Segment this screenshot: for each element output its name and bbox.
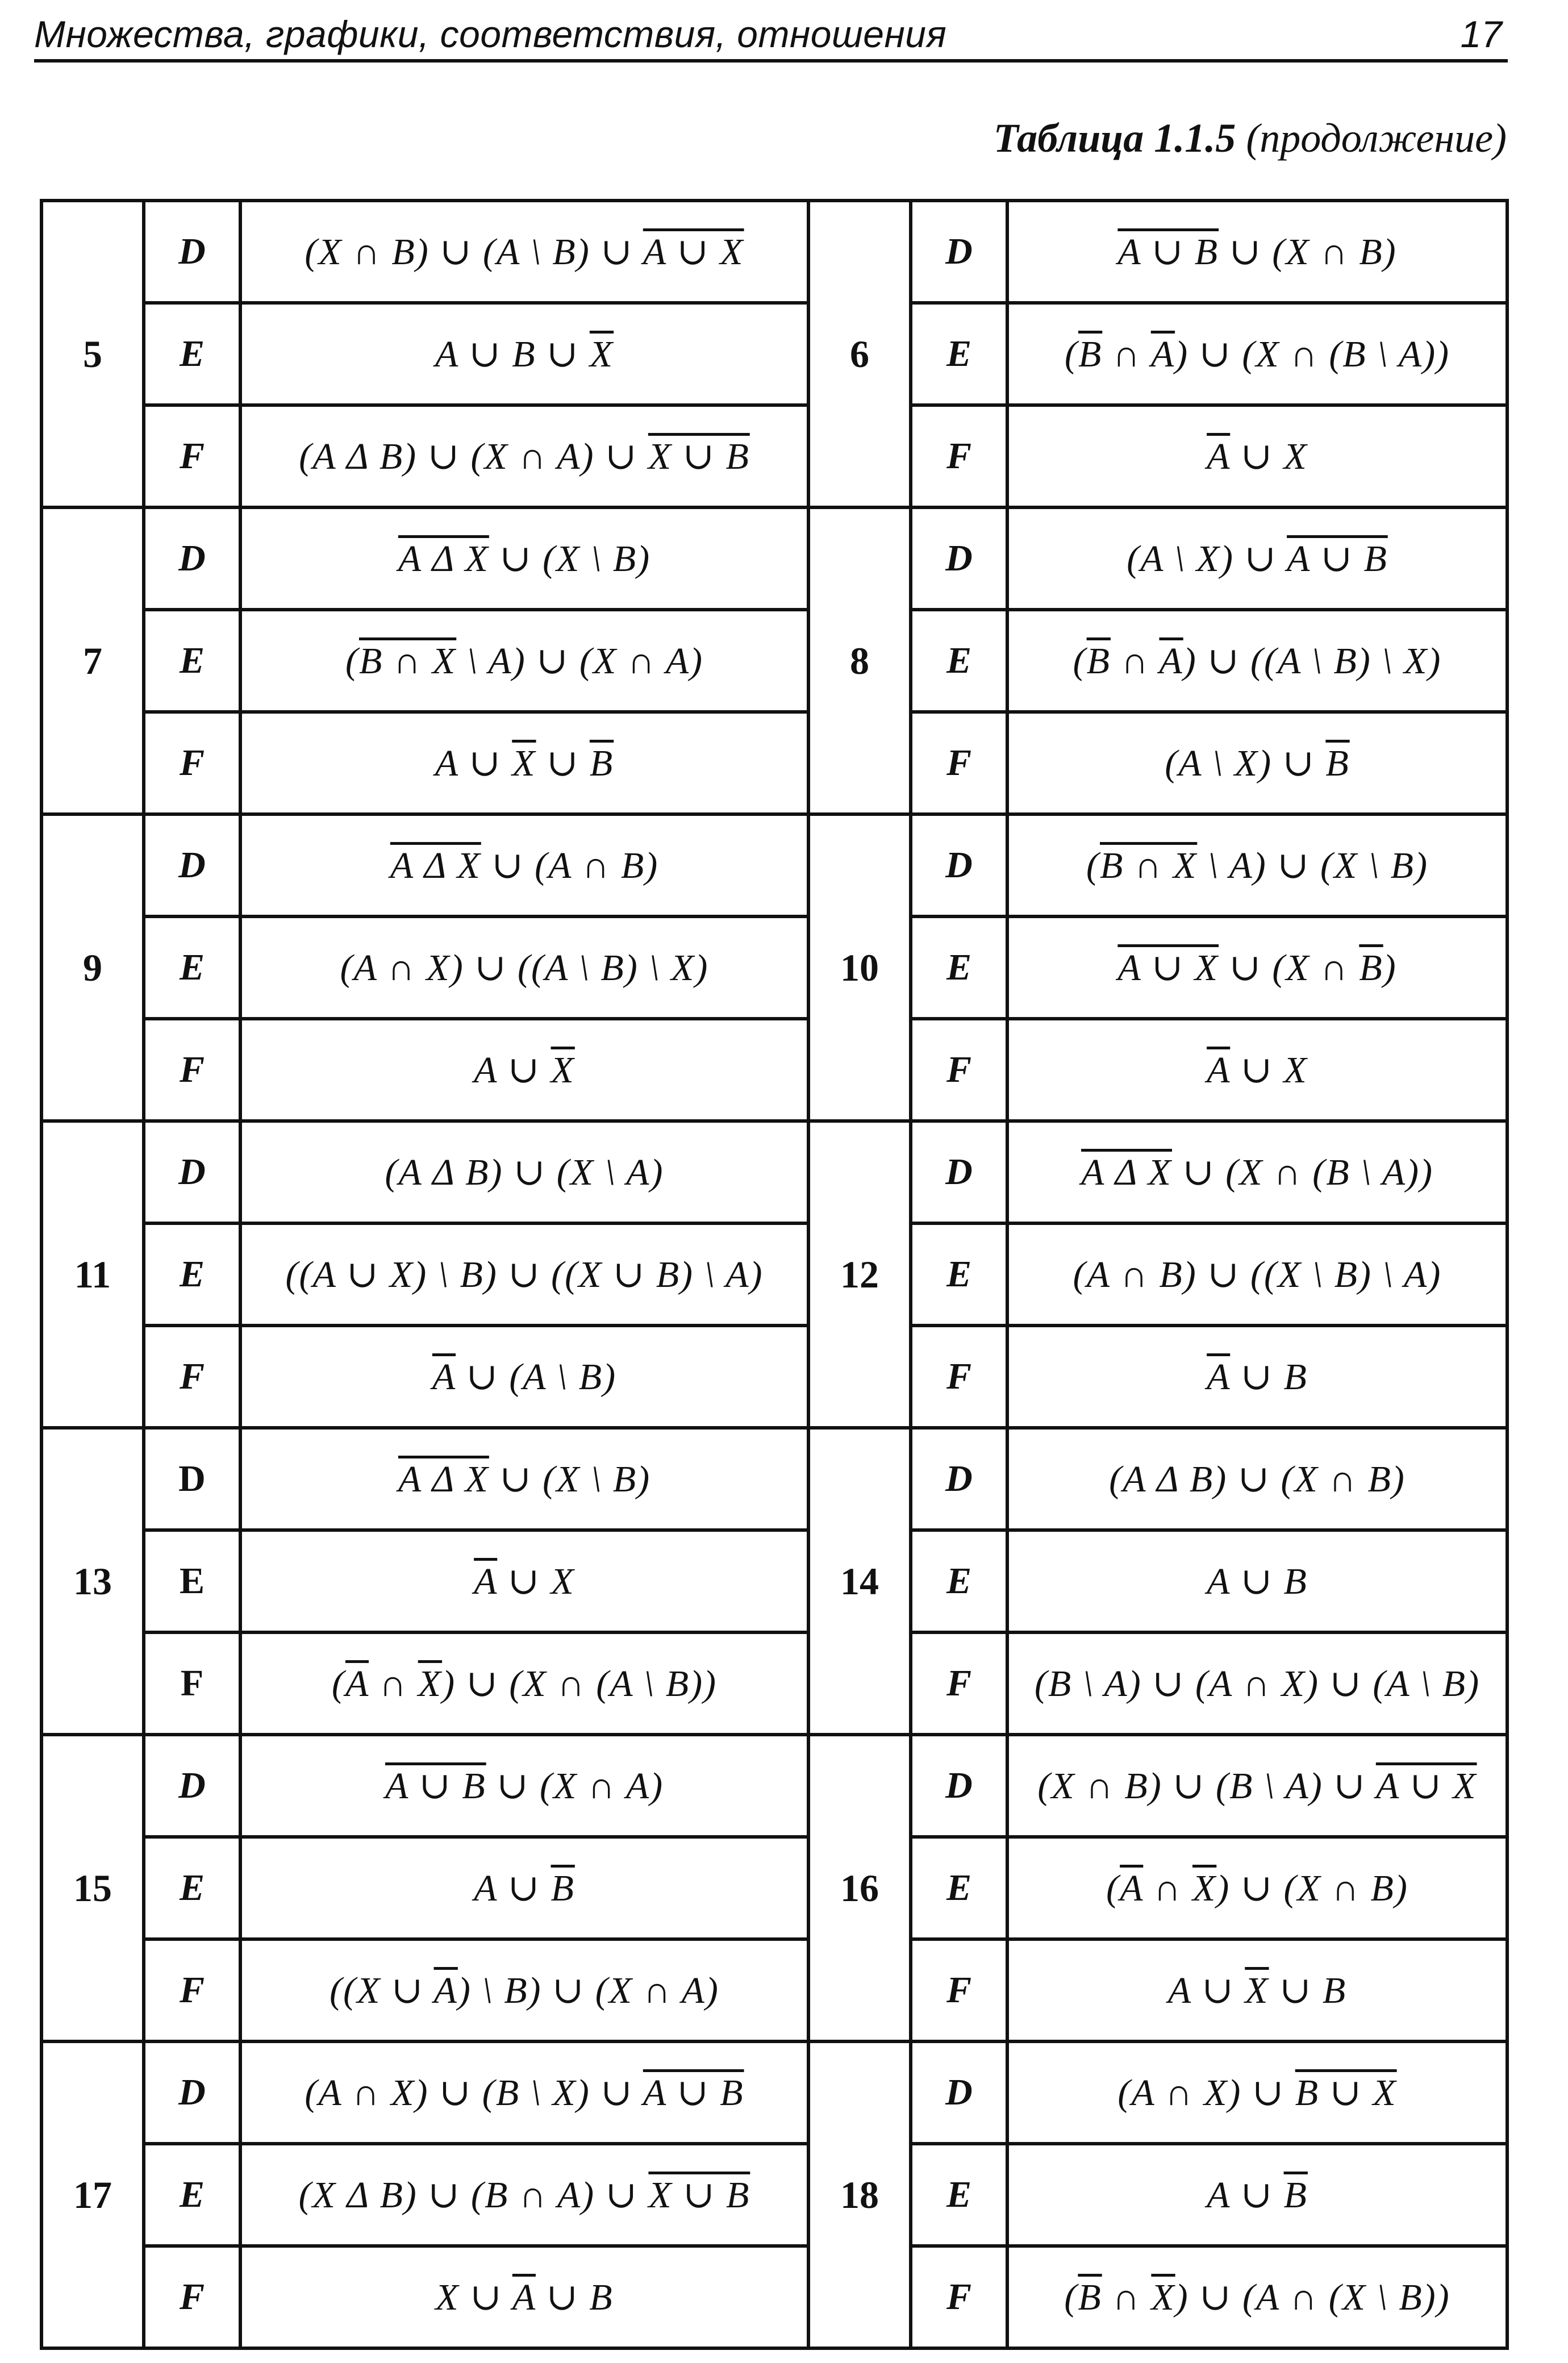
formula-part: ∩ <box>1102 2277 1152 2318</box>
item-label: E <box>144 1530 240 1632</box>
item-label: E <box>144 1223 240 1326</box>
table-row <box>41 1326 1507 1428</box>
formula-part: ((A ∪ X) \ B) ∪ ((X ∪ B) \ A) <box>285 1254 764 1295</box>
formula-part: ∪ <box>536 743 590 784</box>
table-row <box>41 712 1507 814</box>
formula-part: (A ∩ B) ∪ ((X \ B) \ A) <box>1073 1254 1442 1295</box>
table-row <box>41 303 1507 405</box>
item-label: D <box>144 814 240 916</box>
item-label: D <box>911 507 1007 610</box>
set-formula <box>1007 2041 1507 2144</box>
item-label: E <box>144 610 240 712</box>
item-label: F <box>911 1939 1007 2041</box>
overlined-term: A ∪ X <box>643 231 744 273</box>
item-label: E <box>144 1837 240 1939</box>
item-label: D <box>144 2041 240 2144</box>
overlined-term: $\overline{B}$ <box>1078 2277 1102 2318</box>
formula-part: (A \ X) ∪ <box>1127 538 1287 580</box>
table-caption-number: Таблица 1.1.5 <box>993 115 1236 161</box>
item-label: F <box>911 2246 1007 2348</box>
table-row <box>41 1632 1507 1735</box>
formula-part: ∪ (A \ B) <box>456 1356 617 1398</box>
set-formula <box>1007 1223 1507 1326</box>
overlined-term: $\overline{A}$ <box>512 2277 536 2318</box>
set-formula <box>240 712 808 814</box>
set-formula <box>1007 507 1507 610</box>
table-row <box>41 405 1507 507</box>
set-formula <box>240 2246 808 2348</box>
overlined-term: $\overline{A}$ <box>1207 436 1231 477</box>
set-formula <box>1007 712 1507 814</box>
set-formula <box>240 201 808 303</box>
set-formula <box>240 1837 808 1939</box>
item-label: E <box>144 303 240 405</box>
formula-part: ∪ X <box>1230 1049 1308 1091</box>
header-rule <box>34 59 1508 62</box>
item-label: D <box>144 507 240 610</box>
variant-number: 11 <box>41 1121 144 1428</box>
formula-part: (X ∩ B) ∪ (B \ A) ∪ <box>1037 1765 1376 1807</box>
formula-part: (B \ A) ∪ (A ∩ X) ∪ (A \ B) <box>1034 1663 1481 1704</box>
table-row <box>41 1530 1507 1632</box>
formula-part: ∪ (X ∩ <box>1219 947 1360 989</box>
item-label: D <box>911 814 1007 916</box>
item-label: F <box>911 405 1007 507</box>
item-label: F <box>144 2246 240 2348</box>
overlined-term: $\overline{A}$ <box>1150 334 1175 375</box>
item-label: E <box>911 1530 1007 1632</box>
overlined-term: $\overline{B}$ <box>1283 2174 1308 2216</box>
formula-part: ∩ <box>1143 1868 1192 1909</box>
formula-part: ) ∪ (X ∩ (B \ A)) <box>1175 334 1450 375</box>
table-row <box>41 916 1507 1019</box>
overlined-term: $\overline{A}$ <box>1159 640 1183 682</box>
set-formula <box>240 1223 808 1326</box>
formula-part: ) ∪ ((A \ B) \ X) <box>1183 640 1442 682</box>
formula-part: ∩ <box>369 1663 418 1704</box>
item-label: F <box>911 1326 1007 1428</box>
formula-part: A ∪ <box>1207 2174 1284 2216</box>
overlined-term: $\overline{A}$ <box>433 1970 458 2011</box>
item-label: D <box>144 201 240 303</box>
formula-part: ∪ B <box>1269 1970 1347 2011</box>
variant-number: 5 <box>41 201 144 507</box>
formula-part: ( <box>345 640 359 682</box>
table-row <box>41 1428 1507 1530</box>
set-formula <box>1007 1121 1507 1223</box>
formula-part: ∩ <box>1110 640 1160 682</box>
set-formula <box>240 1735 808 1837</box>
formula-part: ∪ B <box>535 2277 614 2318</box>
variants-table <box>40 199 1509 2350</box>
formula-part: ( <box>331 1663 345 1704</box>
variants-table-body <box>41 201 1507 2348</box>
item-label: D <box>911 1428 1007 1530</box>
set-formula <box>240 916 808 1019</box>
item-label: F <box>911 1632 1007 1735</box>
item-label: E <box>911 1223 1007 1326</box>
overlined-term: B ∩ X <box>1100 845 1198 886</box>
overlined-term: $\overline{X}$ <box>512 743 536 784</box>
formula-part: ) ∪ (X ∩ B) <box>1216 1868 1408 1909</box>
set-formula <box>1007 1428 1507 1530</box>
set-formula <box>1007 405 1507 507</box>
set-formula <box>240 405 808 507</box>
variant-number: 16 <box>808 1735 911 2041</box>
item-label: D <box>911 2041 1007 2144</box>
variant-number: 13 <box>41 1428 144 1735</box>
item-label: F <box>911 712 1007 814</box>
overlined-term: B ∩ X <box>358 640 457 682</box>
item-label: E <box>911 2144 1007 2246</box>
formula-part: ( <box>1106 1868 1120 1909</box>
item-label: E <box>911 303 1007 405</box>
formula-part: ( <box>1086 845 1100 886</box>
overlined-term: $\overline{A}$ <box>432 1356 456 1398</box>
table-caption-note: (продолжение) <box>1236 115 1507 161</box>
overlined-term: $\overline{X}$ <box>551 1049 575 1091</box>
table-row <box>41 1837 1507 1939</box>
table-row <box>41 814 1507 916</box>
overlined-term: $\overline{A}$ <box>1120 1868 1144 1909</box>
table-row <box>41 2041 1507 2144</box>
overlined-term: $\overline{X}$ <box>1192 1868 1217 1909</box>
overlined-term: A ∪ B <box>1117 231 1219 273</box>
table-row <box>41 1939 1507 2041</box>
overlined-term: A ∪ B <box>385 1765 486 1807</box>
table-row <box>41 2144 1507 2246</box>
set-formula <box>240 1019 808 1121</box>
formula-part: A ∪ B ∪ <box>435 334 590 375</box>
formula-part: ∪ (X \ B) <box>489 538 651 580</box>
formula-part: ∪ X <box>497 1561 575 1602</box>
variant-number: 8 <box>808 507 911 814</box>
set-formula <box>240 2041 808 2144</box>
formula-part: ) <box>1383 947 1397 989</box>
overlined-term: X ∪ B <box>648 2174 750 2216</box>
overlined-term: $\overline{A}$ <box>1207 1356 1231 1398</box>
variant-number: 18 <box>808 2041 911 2348</box>
formula-part: (A \ X) ∪ <box>1165 743 1326 784</box>
variant-number: 17 <box>41 2041 144 2348</box>
overlined-term: A Δ X <box>1081 1152 1172 1193</box>
set-formula <box>240 1530 808 1632</box>
set-formula <box>240 1121 808 1223</box>
item-label: D <box>911 1121 1007 1223</box>
set-formula <box>1007 1530 1507 1632</box>
formula-part: ( <box>1064 2277 1078 2318</box>
set-formula <box>1007 916 1507 1019</box>
set-formula <box>240 814 808 916</box>
overlined-term: A Δ X <box>398 538 489 580</box>
set-formula <box>1007 610 1507 712</box>
set-formula <box>1007 1837 1507 1939</box>
formula-part: ∪ X <box>1230 436 1308 477</box>
overlined-term: $\overline{B}$ <box>1359 947 1383 989</box>
variant-number: 12 <box>808 1121 911 1428</box>
item-label: F <box>144 1019 240 1121</box>
formula-part: A ∪ <box>474 1049 551 1091</box>
set-formula <box>1007 1019 1507 1121</box>
item-label: E <box>911 1837 1007 1939</box>
item-label: D <box>144 1735 240 1837</box>
overlined-term: $\overline{A}$ <box>1207 1049 1231 1091</box>
item-label: F <box>144 712 240 814</box>
variant-number: 6 <box>808 201 911 507</box>
table-row <box>41 1223 1507 1326</box>
item-label: E <box>144 2144 240 2246</box>
formula-part: ∪ (A ∩ B) <box>481 845 659 886</box>
formula-part: (X Δ B) ∪ (B ∩ A) ∪ <box>298 2174 649 2216</box>
set-formula <box>1007 814 1507 916</box>
formula-part: (A Δ B) ∪ (X \ A) <box>385 1152 664 1193</box>
set-formula <box>240 1428 808 1530</box>
overlined-term: A ∪ B <box>1287 538 1388 580</box>
page-header <box>34 7 1508 61</box>
overlined-term: A Δ X <box>390 845 481 886</box>
formula-part: A ∪ <box>474 1868 551 1909</box>
formula-part: (X ∩ B) ∪ (A \ B) ∪ <box>305 231 643 273</box>
formula-part: ) ∪ (A ∩ (X \ B)) <box>1175 2277 1450 2318</box>
table-row <box>41 2246 1507 2348</box>
overlined-term: A ∪ B <box>643 2072 744 2114</box>
formula-part: ) \ B) ∪ (X ∩ A) <box>457 1970 719 2011</box>
table-row <box>41 1019 1507 1121</box>
item-label: D <box>144 1428 240 1530</box>
item-label: E <box>911 610 1007 712</box>
variant-number: 14 <box>808 1428 911 1735</box>
overlined-term: $\overline{B}$ <box>1078 334 1103 375</box>
set-formula <box>1007 1735 1507 1837</box>
formula-part: ∪ (X ∩ (B \ A)) <box>1172 1152 1433 1193</box>
set-formula <box>240 507 808 610</box>
variant-number: 7 <box>41 507 144 814</box>
item-label: D <box>144 1121 240 1223</box>
formula-part: ∪ B <box>1230 1356 1308 1398</box>
formula-part: \ A) ∪ (X \ B) <box>1197 845 1428 886</box>
formula-part: (A Δ B) ∪ (X ∩ B) <box>1109 1458 1406 1500</box>
formula-part: A ∪ <box>1167 1970 1245 2011</box>
formula-part: ∪ (X ∩ A) <box>486 1765 664 1807</box>
formula-part: \ A) ∪ (X ∩ A) <box>456 640 704 682</box>
overlined-term: $\overline{B}$ <box>589 743 614 784</box>
overlined-term: $\overline{X}$ <box>418 1663 443 1704</box>
formula-part: ∪ (X \ B) <box>489 1458 651 1500</box>
item-label: E <box>144 916 240 1019</box>
set-formula <box>1007 1326 1507 1428</box>
item-label: F <box>144 1326 240 1428</box>
formula-part: (A ∩ X) ∪ (B \ X) ∪ <box>305 2072 643 2114</box>
variant-number: 15 <box>41 1735 144 2041</box>
table-row <box>41 610 1507 712</box>
overlined-term: $\overline{B}$ <box>551 1868 575 1909</box>
item-label: F <box>144 405 240 507</box>
running-title: Множества, графики, соответствия, отношения <box>34 13 947 55</box>
overlined-term: $\overline{X}$ <box>1151 2277 1175 2318</box>
set-formula <box>1007 201 1507 303</box>
formula-part: X ∪ <box>435 2277 512 2318</box>
table-row <box>41 1735 1507 1837</box>
set-formula <box>240 1632 808 1735</box>
item-label: E <box>911 916 1007 1019</box>
overlined-term: B ∪ X <box>1295 2072 1397 2114</box>
item-label: D <box>911 201 1007 303</box>
formula-part: (A ∩ X) ∪ <box>1117 2072 1295 2114</box>
item-label: F <box>144 1632 240 1735</box>
overlined-term: $\overline{X}$ <box>1245 1970 1269 2011</box>
overlined-term: $\overline{B}$ <box>1086 640 1111 682</box>
table-caption <box>994 115 1507 162</box>
set-formula <box>240 2144 808 2246</box>
overlined-term: A ∪ X <box>1117 947 1219 989</box>
overlined-term: $\overline{A}$ <box>474 1561 498 1602</box>
formula-part: ((X ∪ <box>330 1970 434 2011</box>
item-label: F <box>144 1939 240 2041</box>
variant-number: 9 <box>41 814 144 1121</box>
set-formula <box>240 1326 808 1428</box>
overlined-term: A ∪ X <box>1375 1765 1477 1807</box>
set-formula <box>1007 1939 1507 2041</box>
formula-part: A ∪ <box>435 743 512 784</box>
overlined-term: $\overline{A}$ <box>345 1663 369 1704</box>
formula-part: (A ∩ X) ∪ ((A \ B) \ X) <box>340 947 709 989</box>
set-formula <box>1007 1632 1507 1735</box>
table-row <box>41 201 1507 303</box>
item-label: D <box>911 1735 1007 1837</box>
formula-part: A ∪ B <box>1207 1561 1308 1602</box>
formula-part: ∩ <box>1102 334 1151 375</box>
formula-part: ( <box>1073 640 1087 682</box>
set-formula <box>1007 2144 1507 2246</box>
overlined-term: A Δ X <box>398 1458 489 1500</box>
set-formula <box>1007 303 1507 405</box>
set-formula <box>240 303 808 405</box>
formula-part: ( <box>1064 334 1078 375</box>
formula-part: ∪ (X ∩ B) <box>1219 231 1397 273</box>
variant-number: 10 <box>808 814 911 1121</box>
formula-part: (A Δ B) ∪ (X ∩ A) ∪ <box>299 436 648 477</box>
table-row <box>41 507 1507 610</box>
overlined-term: $\overline{B}$ <box>1325 743 1350 784</box>
set-formula <box>1007 2246 1507 2348</box>
formula-part: ) ∪ (X ∩ (A \ B)) <box>442 1663 718 1704</box>
page-number: 17 <box>1460 13 1502 55</box>
overlined-term: $\overline{X}$ <box>589 334 614 375</box>
table-row <box>41 1121 1507 1223</box>
set-formula <box>240 1939 808 2041</box>
set-formula <box>240 610 808 712</box>
item-label: F <box>911 1019 1007 1121</box>
overlined-term: X ∪ B <box>648 436 750 477</box>
